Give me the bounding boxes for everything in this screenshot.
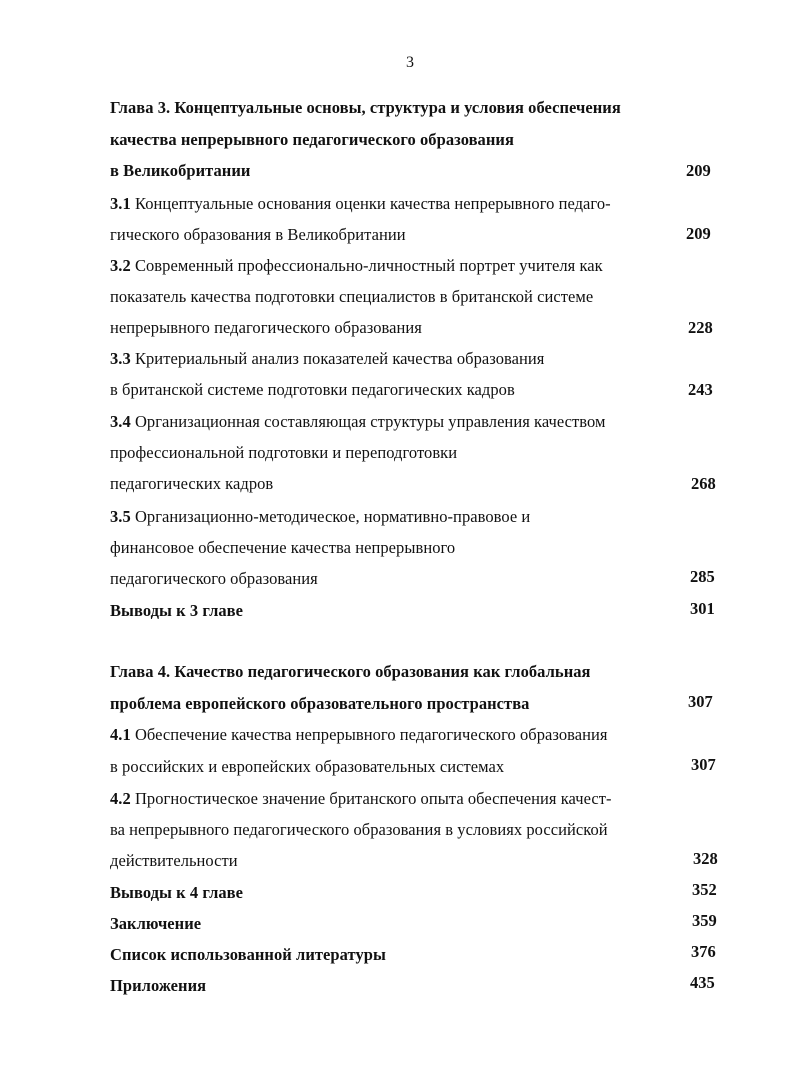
toc-entry-4-2-line1 [110, 789, 612, 809]
section-title: Современный профессионально-личностный портрет учителя как [130, 256, 603, 275]
chapter4-conclusions: Выводы к 4 главе [110, 883, 244, 902]
toc-entry-3-2-line2: показатель качества подготовки специалистов в британской системе [110, 287, 594, 306]
chapter4-title-line1: Глава 4. Качество педагогического образования как глобальная [110, 662, 591, 681]
toc-entry-3-1-page: 209 [686, 224, 711, 243]
toc-entry-3-4-page: 268 [691, 474, 716, 493]
appendices-entry: Приложения [110, 976, 207, 995]
toc-entry-3-2-line1 [110, 256, 603, 276]
toc-entry-3-5-page: 285 [690, 567, 715, 586]
section-number: 4.2 [110, 789, 131, 808]
toc-entry-3-5-line2: финансовое обеспечение качества непрерывного [110, 538, 456, 557]
section-number: 3.5 [110, 507, 131, 526]
toc-entry-3-4-line2: профессиональной подготовки и переподготовки [110, 443, 458, 462]
section-number: 3.2 [110, 256, 131, 275]
section-title: Прогностическое значение британского опыта обеспечения качест- [130, 789, 612, 808]
chapter4-conclusions-page: 352 [692, 880, 717, 899]
toc-entry-3-1-line1 [110, 194, 611, 214]
toc-entry-4-2-line3: действительности [110, 851, 238, 870]
toc-entry-4-1-line1 [110, 725, 608, 745]
chapter3-title-line1: Глава 3. Концептуальные основы, структура и условия обеспечения [110, 98, 621, 117]
chapter3-title-line3: в Великобритании [110, 161, 251, 180]
section-title: Организационная составляющая структуры управления качеством [130, 412, 606, 431]
conclusion-entry: Заключение [110, 914, 202, 933]
section-title: Критериальный анализ показателей качества образования [130, 349, 545, 368]
toc-entry-3-5-line3: педагогического образования [110, 569, 318, 588]
conclusion-entry-page: 359 [692, 911, 717, 930]
section-number: 3.3 [110, 349, 131, 368]
section-number: 3.4 [110, 412, 131, 431]
toc-entry-3-1-line2: гического образования в Великобритании [110, 225, 406, 244]
chapter4-page: 307 [688, 692, 713, 711]
chapter3-page: 209 [686, 161, 711, 180]
toc-entry-3-2-page: 228 [688, 318, 713, 337]
section-title: Концептуальные основания оценки качества непрерывного педаго- [130, 194, 611, 213]
references-entry-page: 376 [691, 942, 716, 961]
toc-entry-4-1-page: 307 [691, 755, 716, 774]
toc-entry-3-2-line3: непрерывного педагогического образования [110, 318, 422, 337]
toc-entry-3-3-page: 243 [688, 380, 713, 399]
toc-entry-3-4-line3: педагогических кадров [110, 474, 274, 493]
toc-entry-4-2-page: 328 [693, 849, 718, 868]
chapter3-conclusions-page: 301 [690, 599, 715, 618]
references-entry: Список использованной литературы [110, 945, 386, 964]
toc-entry-3-4-line1 [110, 412, 606, 432]
toc-entry-4-2-line2: ва непрерывного педагогического образования в условиях российской [110, 820, 608, 839]
toc-entry-3-3-line1 [110, 349, 544, 369]
chapter3-conclusions: Выводы к 3 главе [110, 601, 244, 620]
appendices-entry-page: 435 [690, 973, 715, 992]
page-number: 3 [406, 54, 414, 71]
toc-entry-3-5-line1 [110, 507, 530, 527]
section-title: Организационно-методическое, нормативно-правовое и [130, 507, 531, 526]
section-number: 3.1 [110, 194, 131, 213]
chapter3-title-line2: качества непрерывного педагогического образования [110, 130, 514, 149]
toc-entry-4-1-line2: в российских и европейских образовательных системах [110, 757, 505, 776]
section-number: 4.1 [110, 725, 131, 744]
chapter4-title-line2: проблема европейского образовательного пространства [110, 694, 530, 713]
section-title: Обеспечение качества непрерывного педагогического образования [130, 725, 608, 744]
toc-entry-3-3-line2: в британской системе подготовки педагогических кадров [110, 380, 515, 399]
